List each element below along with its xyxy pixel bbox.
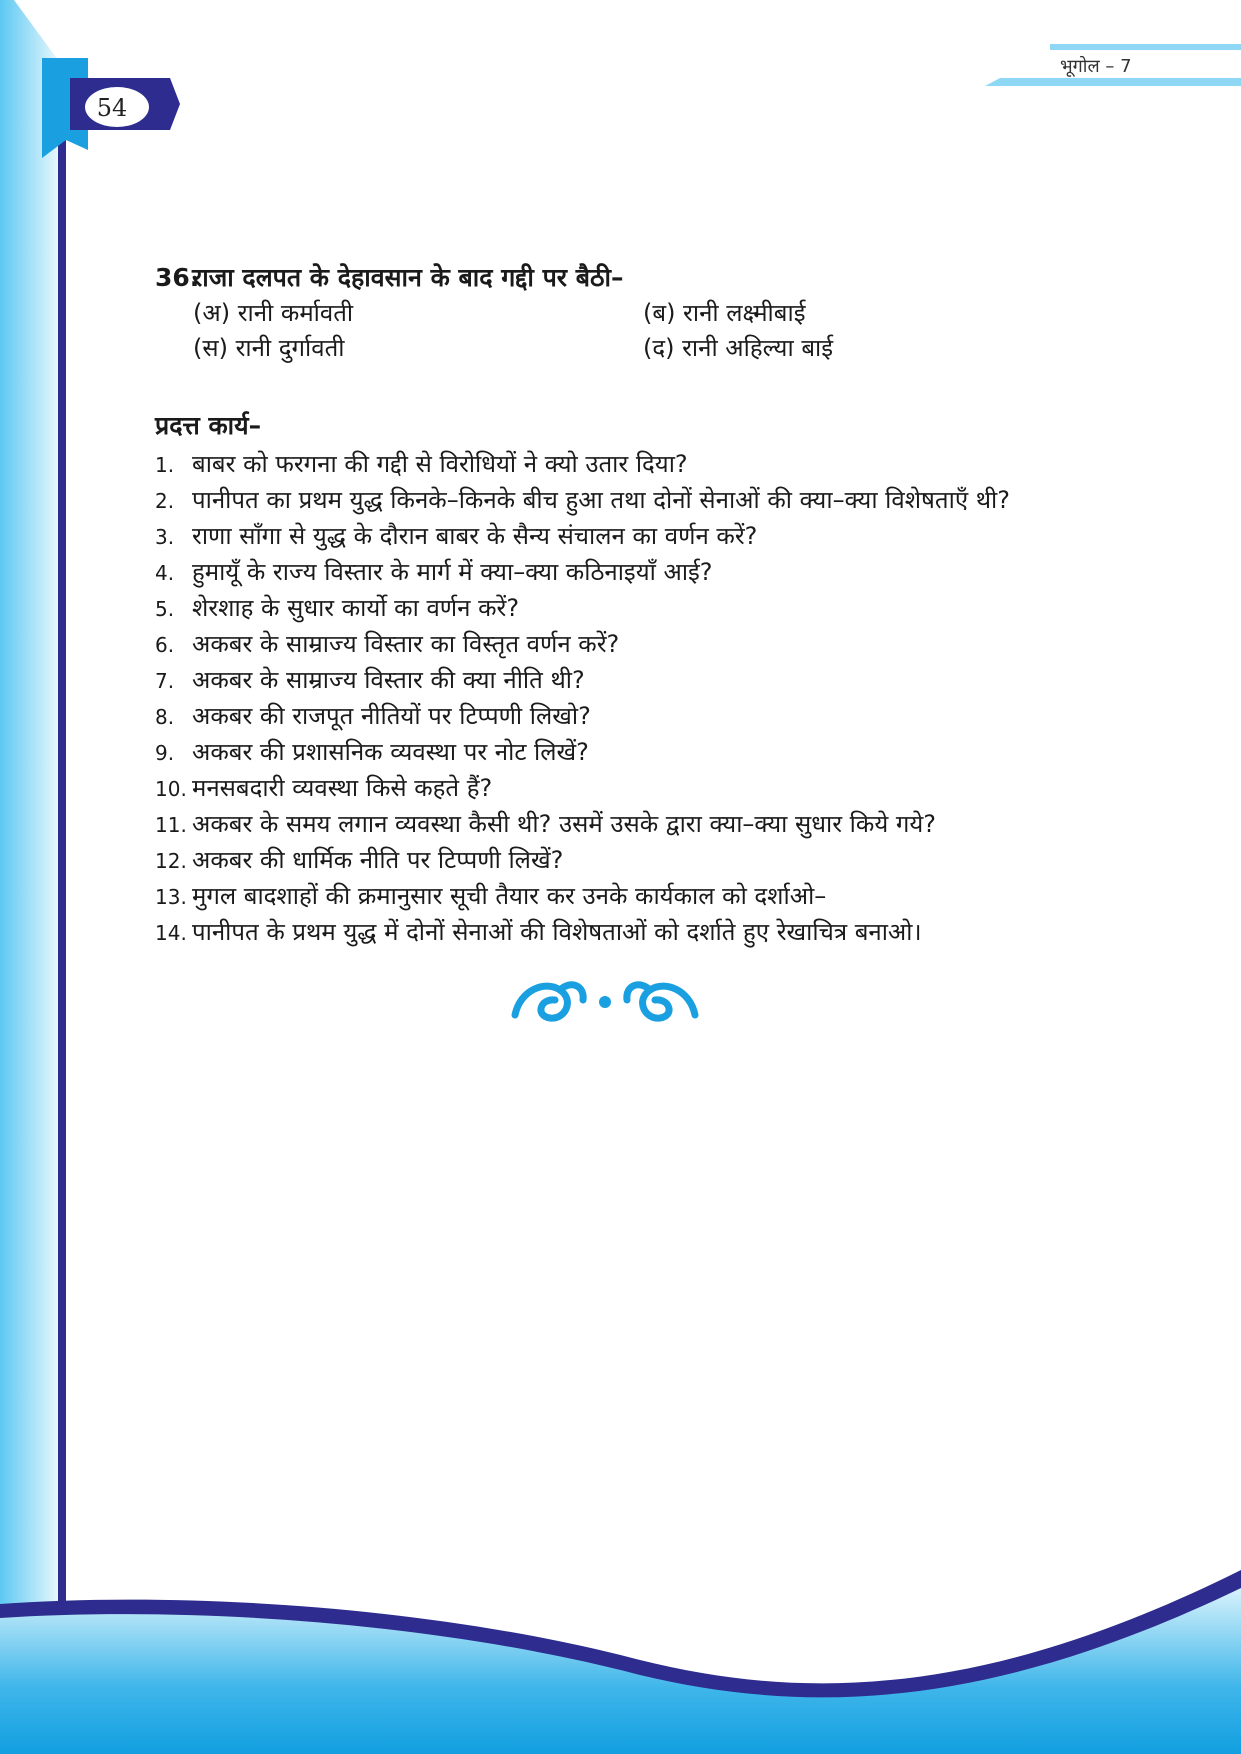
content — [155, 260, 1115, 950]
task-text: मनसबदारी व्यवस्था किसे कहते हैं? — [192, 774, 493, 802]
task-text: हुमायूँ के राज्य विस्तार के मार्ग में क्या–क्या कठिनाइयाँ आई? — [192, 558, 713, 586]
task-number: 6. — [155, 633, 175, 657]
task-item — [155, 662, 1115, 698]
option-c: (स) रानी दुर्गावती — [193, 334, 345, 362]
task-text: बाबर को फरगना की गद्दी से विरोधियों ने क्यो उतार दिया? — [192, 450, 688, 478]
task-text: पानीपत का प्रथम युद्ध किनके–किनके बीच हुआ तथा दोनों सेनाओं की क्या–क्या विशेषताएँ थी? — [192, 486, 1011, 514]
left-navy-line — [58, 60, 66, 1620]
question-36-heading — [155, 260, 1115, 296]
task-number: 1. — [155, 453, 175, 477]
task-text: मुगल बादशाहों की क्रमानुसार सूची तैयार कर उनके कार्यकाल को दर्शाओ– — [192, 882, 827, 910]
task-text: राणा साँगा से युद्ध के दौरान बाबर के सैन्य संचालन का वर्णन करें? — [192, 522, 758, 550]
option-a: (अ) रानी कर्मावती — [193, 299, 354, 327]
question-number: 36. — [155, 263, 200, 292]
task-item — [155, 626, 1115, 662]
task-number: 4. — [155, 561, 175, 585]
assignments-title: प्रदत्त कार्य– — [155, 411, 262, 440]
task-item — [155, 914, 1115, 950]
task-text: पानीपत के प्रथम युद्ध में दोनों सेनाओं की विशेषताओं को दर्शाते हुए रेखाचित्र बनाओ। — [192, 918, 922, 946]
task-text: अकबर के साम्राज्य विस्तार की क्या नीति थी? — [192, 666, 585, 694]
question-36-options — [193, 296, 1115, 366]
task-number: 14. — [155, 921, 187, 945]
assignments-list — [155, 446, 1115, 950]
task-item — [155, 554, 1115, 590]
task-item — [155, 842, 1115, 878]
task-item — [155, 878, 1115, 914]
header-stripe-bottom — [985, 78, 1241, 86]
left-band — [0, 0, 58, 1754]
task-number: 10. — [155, 777, 187, 801]
task-number: 9. — [155, 741, 175, 765]
option-d: (द) रानी अहिल्या बाई — [643, 334, 834, 362]
task-number: 2. — [155, 489, 175, 513]
task-number: 12. — [155, 849, 187, 873]
task-item — [155, 698, 1115, 734]
task-item — [155, 518, 1115, 554]
task-item — [155, 590, 1115, 626]
task-number: 11. — [155, 813, 187, 837]
header-subject: भूगोल – 7 — [1060, 56, 1132, 77]
page-number: 54 — [96, 94, 128, 122]
task-item — [155, 446, 1115, 482]
question-text: राजा दलपत के देहावसान के बाद गद्दी पर बैठी– — [192, 263, 624, 292]
task-number: 7. — [155, 669, 175, 693]
task-text: अकबर की प्रशासनिक व्यवस्था पर नोट लिखें? — [192, 738, 589, 766]
task-item — [155, 770, 1115, 806]
task-number: 5. — [155, 597, 175, 621]
task-item — [155, 734, 1115, 770]
task-text: अकबर के साम्राज्य विस्तार का विस्तृत वर्णन करें? — [192, 630, 620, 658]
task-text: शेरशाह के सुधार कार्यो का वर्णन करें? — [192, 594, 520, 622]
task-number: 13. — [155, 885, 187, 909]
header-stripe-top — [1050, 44, 1241, 50]
task-text: अकबर की राजपूत नीतियों पर टिप्पणी लिखो? — [192, 702, 591, 730]
task-text: अकबर की धार्मिक नीति पर टिप्पणी लिखें? — [192, 846, 564, 874]
task-number: 8. — [155, 705, 175, 729]
task-number: 3. — [155, 525, 175, 549]
option-b: (ब) रानी लक्ष्मीबाई — [643, 299, 806, 327]
end-ornament-icon — [505, 970, 705, 1030]
task-text: अकबर के समय लगान व्यवस्था कैसी थी? उसमें उसके द्वारा क्या–क्या सुधार किये गये? — [192, 810, 937, 838]
task-item — [155, 482, 1115, 518]
task-item — [155, 806, 1115, 842]
